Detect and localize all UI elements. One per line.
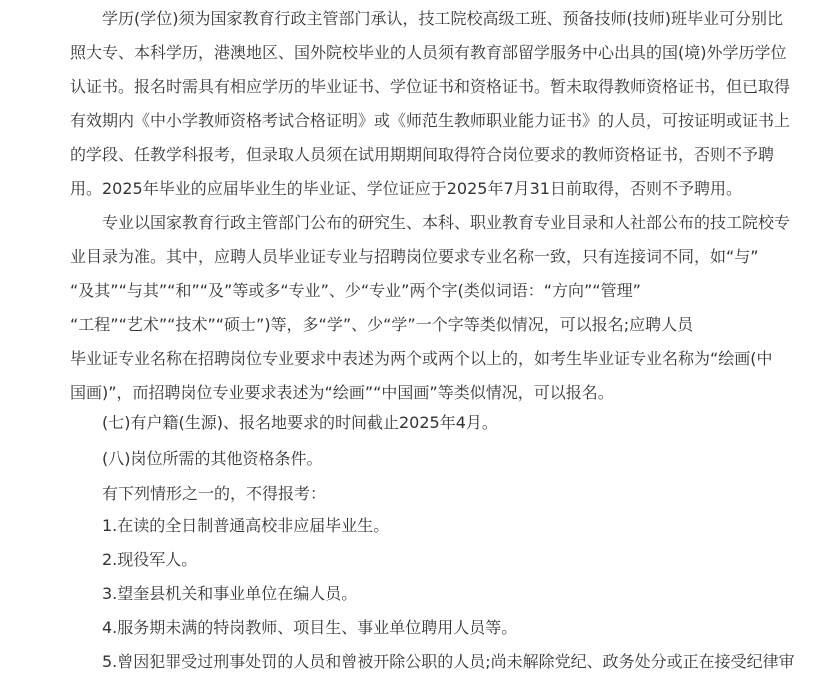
paragraph-1-line-2: 照大专、本科学历，港澳地区、国外院校毕业的人员须有教育部留学服务中心出具的国(境)外学历学位 [70, 43, 787, 62]
paragraph-1-line-3: 认证书。报名时需具有相应学历的毕业证书、学位证书和资格证书。暂未取得教师资格证书，但已取得 [70, 77, 791, 96]
disqualification-intro: 有下列情形之一的，不得报考： [102, 484, 327, 503]
paragraph-2-line-5: 毕业证专业名称在招聘岗位专业要求中表述为两个或两个以上的，如考生毕业证专业名称为“绘画(中 [70, 349, 773, 368]
list-item: 2.现役军人。 [102, 550, 198, 569]
paragraph-1-line-1: 学历(学位)须为国家教育行政主管部门承认，技工院校高级工班、预备技师(技师)班毕业可分别比 [102, 9, 783, 28]
paragraph-2-line-1: 专业以国家教育行政主管部门公布的研究生、本科、职业教育专业目录和人社部公布的技工院校专 [102, 213, 791, 232]
paragraph-1-line-6: 用。2025年毕业的应届毕业生的毕业证、学位证应于2025年7月31日前取得，否则不予聘用。 [70, 179, 742, 198]
paragraph-2-line-4: “工程”“艺术”“技术”“硕士”)等，多“学”、少“学”一个字等类似情况，可以报名;应聘人员 [70, 315, 694, 334]
paragraph-1-line-4: 有效期内《中小学教师资格考试合格证明》或《师范生教师职业能力证书》的人员，可按证明或证书上 [70, 111, 791, 130]
paragraph-2-line-6: 国画)”，而招聘岗位专业要求表述为“绘画”“中国画”等类似情况，可以报名。 [70, 383, 614, 402]
item-7: (七)有户籍(生源)、报名地要求的时间截止2025年4月。 [102, 413, 498, 432]
paragraph-1-line-5: 的学段、任教学科报考，但录取人员须在试用期期间取得符合岗位要求的教师资格证书，否则不予聘 [70, 145, 775, 164]
list-item: 1.在读的全日制普通高校非应届毕业生。 [102, 516, 390, 535]
item-8: (八)岗位所需的其他资格条件。 [102, 449, 323, 468]
list-item: 3.望奎县机关和事业单位在编人员。 [102, 584, 358, 603]
paragraph-2-line-2: 业目录为准。其中，应聘人员毕业证专业与招聘岗位要求专业名称一致，只有连接词不同，如“与” [70, 247, 759, 266]
paragraph-2-line-3: “及其”“与其”“和”“及”等或多“专业”、少“专业”两个字(类似词语：“方向”“管理” [70, 281, 641, 300]
list-item: 4.服务期未满的特岗教师、项目生、事业单位聘用人员等。 [102, 618, 518, 637]
list-item: 5.曾因犯罪受过刑事处罚的人员和曾被开除公职的人员;尚未解除党纪、政务处分或正在接受纪律审 [102, 652, 795, 671]
